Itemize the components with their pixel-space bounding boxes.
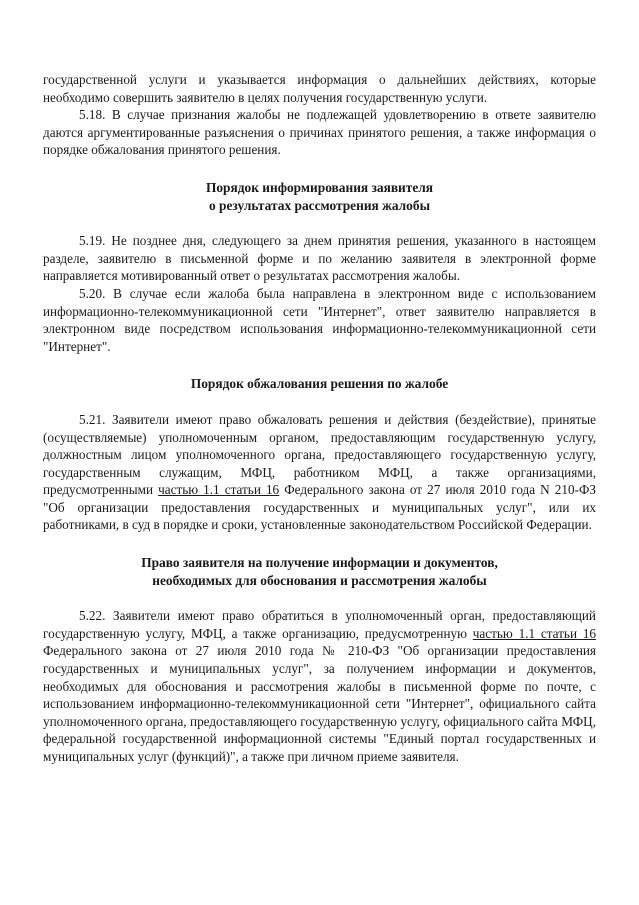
- paragraph-5-22-text-b: Федерального закона от 27 июля 2010 года № 210-ФЗ "Об организации предоставления государственных и муниципальных услуг", за получением информации и документов, необходимых для обоснования и рассмотрения жалобы в письменной форме по почте, с использованием информационно-телекоммуникационной сети "Интернет", официального сайта уполномоченного органа, предоставляющего государственную услугу, официального сайта МФЦ, федеральной государственной информационной системы "Единый портал государственных и муниципальных услуг (функций)", а также при личном приеме заявителя.: [43, 643, 596, 764]
- paragraph-5-22: [43, 607, 596, 765]
- heading-informing-line-2: о результатах рассмотрения жалобы: [208, 197, 431, 213]
- heading-right-line-2: необходимых для обоснования и рассмотрения жалобы: [152, 572, 487, 588]
- law-reference-link[interactable]: частью 1.1 статьи 16: [158, 482, 280, 498]
- paragraph-5-21: [43, 411, 596, 534]
- paragraph-5-19: 5.19. Не позднее дня, следующего за днем принятия решения, указанного в настоящем разделе, заявителю в письменной форме и по желанию заявителя в электронной форме направляется мотивированный ответ о результатах рассмотрения жалобы.: [43, 233, 596, 284]
- paragraph-5-18: 5.18. В случае признания жалобы не подлежащей удовлетворению в ответе заявителю даются аргументированные разъяснения о причинах принятого решения, а также информация о порядке обжалования принятого решения.: [43, 107, 596, 158]
- heading-right-line-1: Право заявителя на получение информации и документов,: [141, 555, 498, 571]
- heading-informing-line-1: Порядок информирования заявителя: [205, 179, 434, 195]
- paragraph-5-20: 5.20. В случае если жалоба была направлена в электронном виде с использованием информационно-телекоммуникационной сети "Интернет", ответ заявителю направляется в электронном виде посредством использования информационно-телекоммуникационной сети "Интернет".: [43, 285, 596, 354]
- heading-appeal: Порядок обжалования решения по жалобе: [190, 376, 449, 392]
- law-reference-link[interactable]: частью 1.1 статьи 16: [472, 625, 597, 641]
- document-page: [43, 71, 596, 766]
- paragraph-5-17-continuation: государственной услуги и указывается информация о дальнейших действиях, которые необходимо совершить заявителю в целях получения государственную услуги.: [43, 72, 596, 105]
- paragraph-5-22-text-a: 5.22. Заявители имеют право обратиться в уполномоченный орган, предоставляющий государственную услугу, МФЦ, а также организацию, предусмотренную: [43, 608, 596, 641]
- paragraph-5-21-text-b: Федерального закона от 27 июля 2010 года N 210-ФЗ "Об организации предоставления государственных и муниципальных услуг", или их работниками, в суд в порядке и сроки, установленные законодательством Российской Федерации.: [43, 482, 596, 533]
- paragraph-5-21-text-a: 5.21. Заявители имеют право обжаловать решения и действия (бездействие), принятые (осуществляемые) уполномоченным органом, предоставляющим государственную услугу, должностным лицом уполномоченного органа, предоставляющего государственную услугу, государственным служащим, МФЦ, работником МФЦ, а также организациями, предусмотренными: [43, 411, 596, 498]
